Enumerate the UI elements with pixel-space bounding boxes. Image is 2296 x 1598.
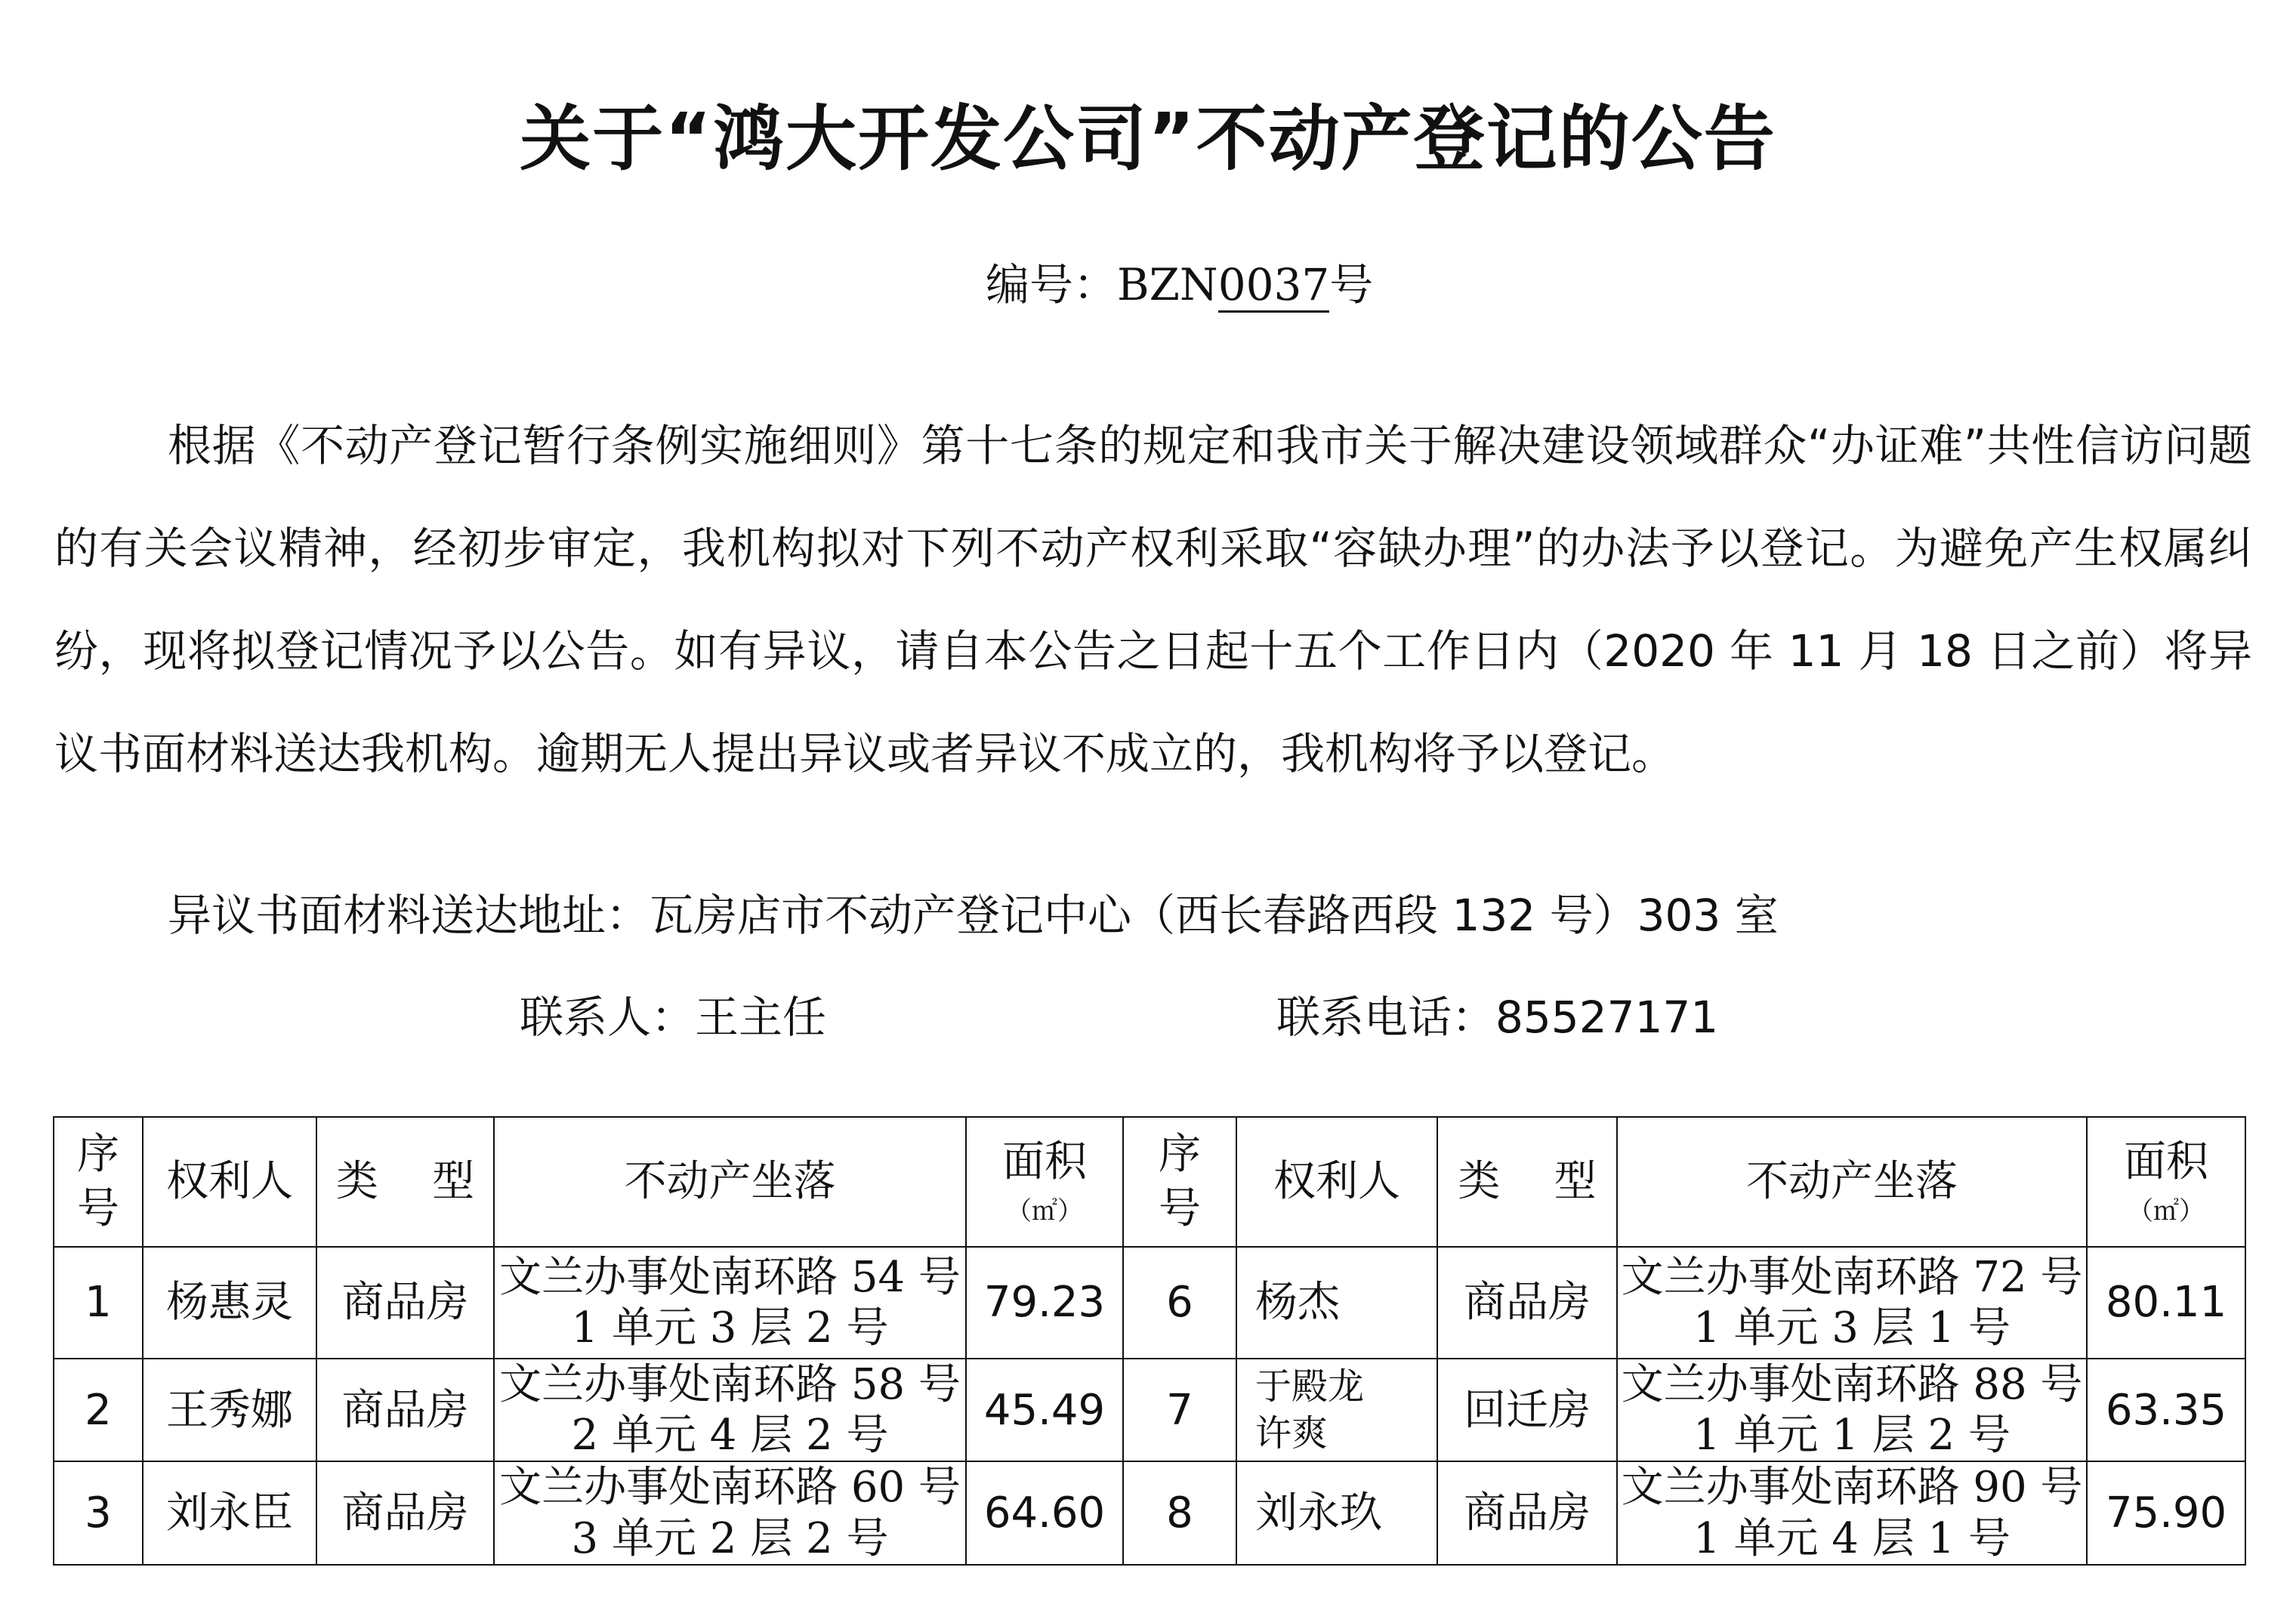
notice-body: 根据《不动产登记暂行条例实施细则》第十七条的规定和我市关于解决建设领域群众“办证难”共性信访问题的有关会议精神，经初步审定，我机构拟对下列不动产权利采取“容缺办理”的办法予以登记。为避免产生权属纠纷，现将拟登记情况予以公告。如有异议，请自本公告之日起十五个工作日内（2020 年 11 月 18 日之前）将异议书面材料送达我机构。逾期无人提出异议或者异议不成立的，我机构将予以登记。 [54, 420, 2252, 779]
header-type: 类 型 [316, 1117, 494, 1247]
cell-location: 文兰办事处南环路 58 号 2 单元 4 层 2 号 [494, 1359, 966, 1461]
cell-owner: 刘永臣 [143, 1461, 316, 1564]
cell-area: 45.49 [966, 1359, 1123, 1461]
table-row [54, 1247, 2245, 1359]
header-owner: 权利人 [143, 1117, 316, 1247]
table-header-row [54, 1117, 2245, 1247]
contact-person: 联系人：王主任 [520, 992, 827, 1043]
cell-area: 80.11 [2087, 1247, 2245, 1359]
cell-seq: 7 [1123, 1359, 1236, 1461]
serial-number-value: 0037 [1218, 259, 1330, 313]
cell-location: 文兰办事处南环路 90 号 1 单元 4 层 1 号 [1617, 1461, 2087, 1564]
cell-seq: 2 [54, 1359, 143, 1461]
header-area: 面积 （㎡） [966, 1117, 1123, 1247]
cell-seq: 6 [1123, 1247, 1236, 1359]
notice-title: 关于“鸿大开发公司”不动产登记的公告 [520, 98, 1776, 180]
table-row [54, 1461, 2245, 1564]
cell-owner: 于殿龙 许爽 [1236, 1359, 1437, 1461]
cell-location: 文兰办事处南环路 72 号 1 单元 3 层 1 号 [1617, 1247, 2087, 1359]
header-seq: 序 号 [54, 1117, 143, 1247]
cell-location: 文兰办事处南环路 54 号 1 单元 3 层 2 号 [494, 1247, 966, 1359]
cell-owner: 杨杰 [1236, 1247, 1437, 1359]
header-area: 面积 （㎡） [2087, 1117, 2245, 1247]
cell-area: 64.60 [966, 1461, 1123, 1564]
cell-location: 文兰办事处南环路 60 号 3 单元 2 层 2 号 [494, 1461, 966, 1564]
cell-type: 商品房 [1437, 1247, 1617, 1359]
cell-type: 商品房 [1437, 1461, 1617, 1564]
cell-location: 文兰办事处南环路 88 号 1 单元 1 层 2 号 [1617, 1359, 2087, 1461]
serial-number [986, 249, 1373, 313]
cell-type: 商品房 [316, 1359, 494, 1461]
cell-type: 回迁房 [1437, 1359, 1617, 1461]
serial-prefix: 编号：BZN [986, 259, 1218, 310]
header-location: 不动产坐落 [1617, 1117, 2087, 1247]
contact-phone: 联系电话：85527171 [1276, 992, 1719, 1043]
table-row [54, 1359, 2245, 1461]
cell-area: 75.90 [2087, 1461, 2245, 1564]
cell-seq: 3 [54, 1461, 143, 1564]
cell-seq: 8 [1123, 1461, 1236, 1564]
cell-type: 商品房 [316, 1247, 494, 1359]
objection-address: 异议书面材料送达地址：瓦房店市不动产登记中心（西长春路西段 132 号）303 室 [168, 890, 1779, 941]
cell-seq: 1 [54, 1247, 143, 1359]
cell-area: 63.35 [2087, 1359, 2245, 1461]
registration-table [53, 1116, 2246, 1566]
cell-type: 商品房 [316, 1461, 494, 1564]
header-seq: 序 号 [1123, 1117, 1236, 1247]
header-type: 类 型 [1437, 1117, 1617, 1247]
header-location: 不动产坐落 [494, 1117, 966, 1247]
header-owner: 权利人 [1236, 1117, 1437, 1247]
cell-owner: 王秀娜 [143, 1359, 316, 1461]
cell-owner: 杨惠灵 [143, 1247, 316, 1359]
serial-suffix: 号 [1329, 259, 1374, 310]
cell-area: 79.23 [966, 1247, 1123, 1359]
cell-owner: 刘永玖 [1236, 1461, 1437, 1564]
